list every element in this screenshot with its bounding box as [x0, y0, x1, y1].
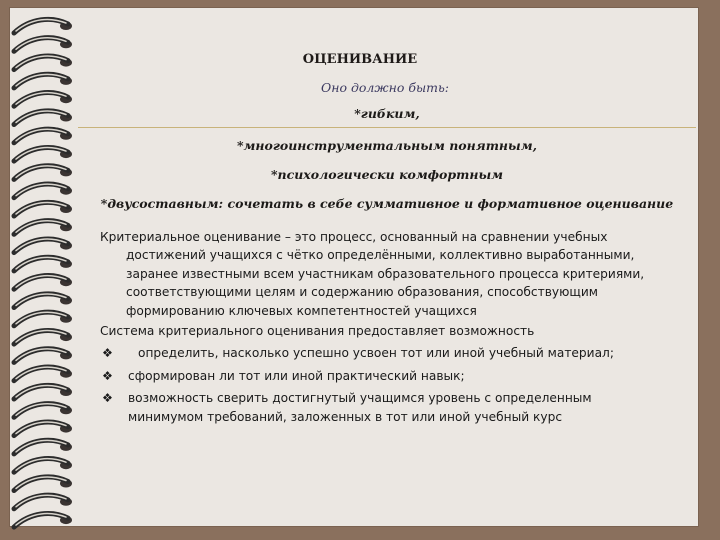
spiral-coil: [14, 202, 72, 216]
diamond-bullet-icon: ❖: [102, 346, 113, 361]
bullet-item: [100, 367, 670, 385]
definition-paragraph: Критериальное оценивание – это процесс, основанный на сравнении учебных достижений учащихся с чётко определёнными, коллективно выработанными, заранее известными всем участникам образовательного процесса критериями, соответствующими целям и содержанию образования, способствующим формированию ключевых компетентностей учащихся: [100, 230, 645, 318]
spiral-coil: [14, 221, 72, 235]
slide-title: ОЦЕНИВАНИЕ: [302, 52, 418, 67]
spiral-coil: [14, 459, 72, 473]
spiral-coil: [14, 440, 72, 454]
spiral-coil: [14, 166, 72, 180]
spiral-coil: [14, 129, 72, 143]
divider-line: [78, 127, 696, 128]
bullet-item: [100, 389, 670, 426]
spiral-coil: [14, 477, 72, 491]
spiral-coil: [14, 239, 72, 253]
spiral-coil: [14, 147, 72, 161]
diamond-bullet-icon: ❖: [102, 391, 113, 406]
spiral-coil: [14, 276, 72, 290]
spiral-coil: [14, 257, 72, 271]
spiral-coil: [14, 38, 72, 52]
slide-subtitle: Оно должно быть:: [320, 80, 449, 95]
spiral-coil: [14, 19, 72, 33]
spiral-coil: [14, 404, 72, 418]
bullet-text: определить, насколько успешно усвоен тот или иной учебный материал;: [138, 346, 614, 361]
slide-body: [100, 228, 670, 426]
bullet-item: [100, 344, 670, 362]
spiral-coil: [14, 312, 72, 326]
spiral-coil: [14, 513, 72, 527]
requirement-multi-tool: *многоинструментальным понятным,: [236, 138, 537, 153]
diamond-bullet-icon: ❖: [102, 368, 113, 383]
requirement-two-component: *двусоставным: сочетать в себе суммативное и формативное оценивание: [100, 196, 674, 211]
spiral-coil: [14, 349, 72, 363]
spiral-coil: [14, 184, 72, 198]
spiral-coil: [14, 111, 72, 125]
system-intro: Система критериального оценивания предоставляет возможность: [100, 324, 535, 339]
spiral-coil: [14, 367, 72, 381]
spiral-coil: [14, 495, 72, 509]
requirement-comfortable: *психологически комфортным: [270, 167, 504, 182]
spiral-coil: [14, 294, 72, 308]
bullet-text: возможность сверить достигнутый учащимся уровень с определенным минимумом требований, заложенных в тот или иной учебный курс: [128, 391, 592, 424]
requirement-flexible: *гибким,: [354, 106, 420, 121]
bullet-text: сформирован ли тот или иной практический навык;: [128, 368, 465, 383]
spiral-coil: [14, 385, 72, 399]
spiral-coil: [14, 422, 72, 436]
spiral-coil: [14, 330, 72, 344]
